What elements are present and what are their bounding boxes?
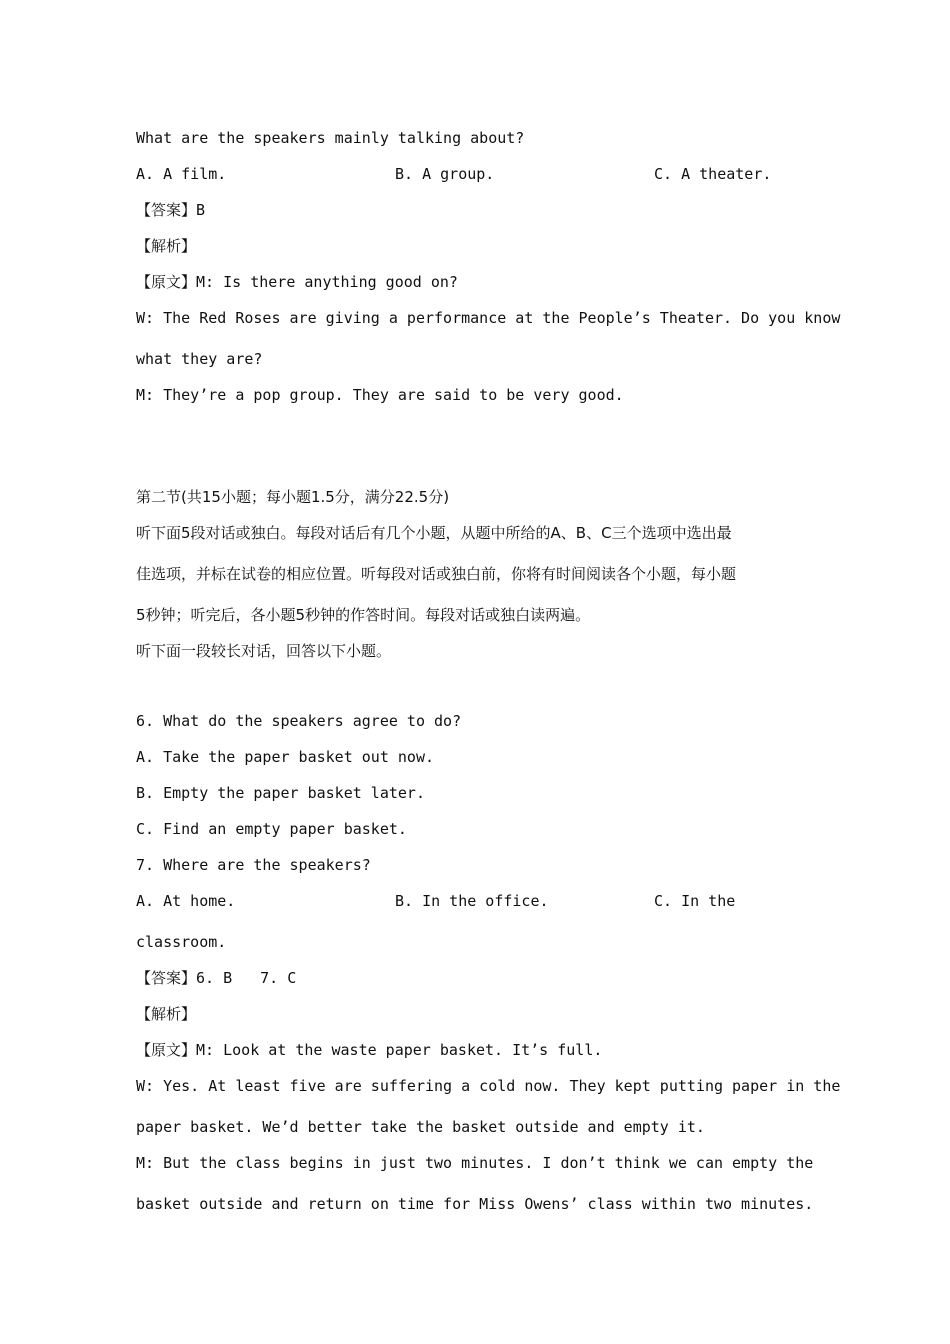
q5-option-c: C. A theater. bbox=[654, 165, 772, 183]
q7-question: 7. Where are the speakers? bbox=[136, 856, 371, 874]
q67-transcript-line-4: M: But the class begins in just two minutes. I don’t think we can empty the bbox=[136, 1154, 814, 1172]
transcript-label: 【原文】 bbox=[136, 273, 197, 291]
q7-option-b: B. In the office. bbox=[395, 892, 549, 910]
q5-transcript-line-2: W: The Red Roses are giving a performance at the People’s Theater. Do you know bbox=[136, 309, 841, 327]
answer-label: 【答案】 bbox=[136, 969, 197, 987]
q6-option-c: C. Find an empty paper basket. bbox=[136, 820, 407, 838]
q5-option-a: A. A film. bbox=[136, 165, 227, 183]
q5-answer-line bbox=[136, 200, 205, 220]
q6-question: 6. What do the speakers agree to do? bbox=[136, 712, 462, 730]
answers67-line bbox=[136, 968, 296, 988]
section2-instructions-line-2: 佳选项，并标在试卷的相应位置。听每段对话或独白前，你将有时间阅读各个小题，每小题 bbox=[136, 565, 737, 583]
section2-sub-instruction: 听下面一段较长对话，回答以下小题。 bbox=[136, 642, 392, 660]
q67-transcript-line-3: paper basket. We’d better take the basket outside and empty it. bbox=[136, 1118, 705, 1136]
q5-option-b: B. A group. bbox=[395, 165, 495, 183]
q6-option-a: A. Take the paper basket out now. bbox=[136, 748, 435, 766]
q7-option-c: C. In the bbox=[654, 892, 736, 910]
transcript-label: 【原文】 bbox=[136, 1041, 197, 1059]
transcript-text: M: Look at the waste paper basket. It’s full. bbox=[196, 1041, 603, 1059]
q6-option-b: B. Empty the paper basket later. bbox=[136, 784, 425, 802]
analysis-label-2: 【解析】 bbox=[136, 1005, 197, 1023]
q5-answer: B bbox=[196, 201, 206, 219]
q67-transcript-line-1 bbox=[136, 1040, 602, 1060]
section2-instructions-line-1: 听下面5段对话或独白。每段对话后有几个小题，从题中所给的A、B、C三个选项中选出最 bbox=[136, 524, 732, 542]
transcript-text: M: Is there anything good on? bbox=[196, 273, 458, 291]
q7-option-c-wrap: classroom. bbox=[136, 933, 227, 951]
q67-transcript-line-5: basket outside and return on time for Miss Owens’ class within two minutes. bbox=[136, 1195, 814, 1213]
section2-title: 第二节(共15小题；每小题1.5分，满分22.5分) bbox=[136, 488, 450, 506]
q5-transcript-line-3: what they are? bbox=[136, 350, 263, 368]
q5-transcript-line-1 bbox=[136, 272, 458, 292]
q67-transcript-line-2: W: Yes. At least five are suffering a cold now. They kept putting paper in the bbox=[136, 1077, 841, 1095]
section2-instructions-line-3: 5秒钟；听完后，各小题5秒钟的作答时间。每段对话或独白读两遍。 bbox=[136, 606, 591, 624]
analysis-label: 【解析】 bbox=[136, 237, 197, 255]
answer-label: 【答案】 bbox=[136, 201, 197, 219]
answer-7: 7. C bbox=[260, 969, 297, 987]
q5-question: What are the speakers mainly talking about? bbox=[136, 129, 525, 147]
q7-option-a: A. At home. bbox=[136, 892, 236, 910]
q5-transcript-line-4: M: They’re a pop group. They are said to be very good. bbox=[136, 386, 624, 404]
answer-6: 6. B bbox=[196, 969, 233, 987]
